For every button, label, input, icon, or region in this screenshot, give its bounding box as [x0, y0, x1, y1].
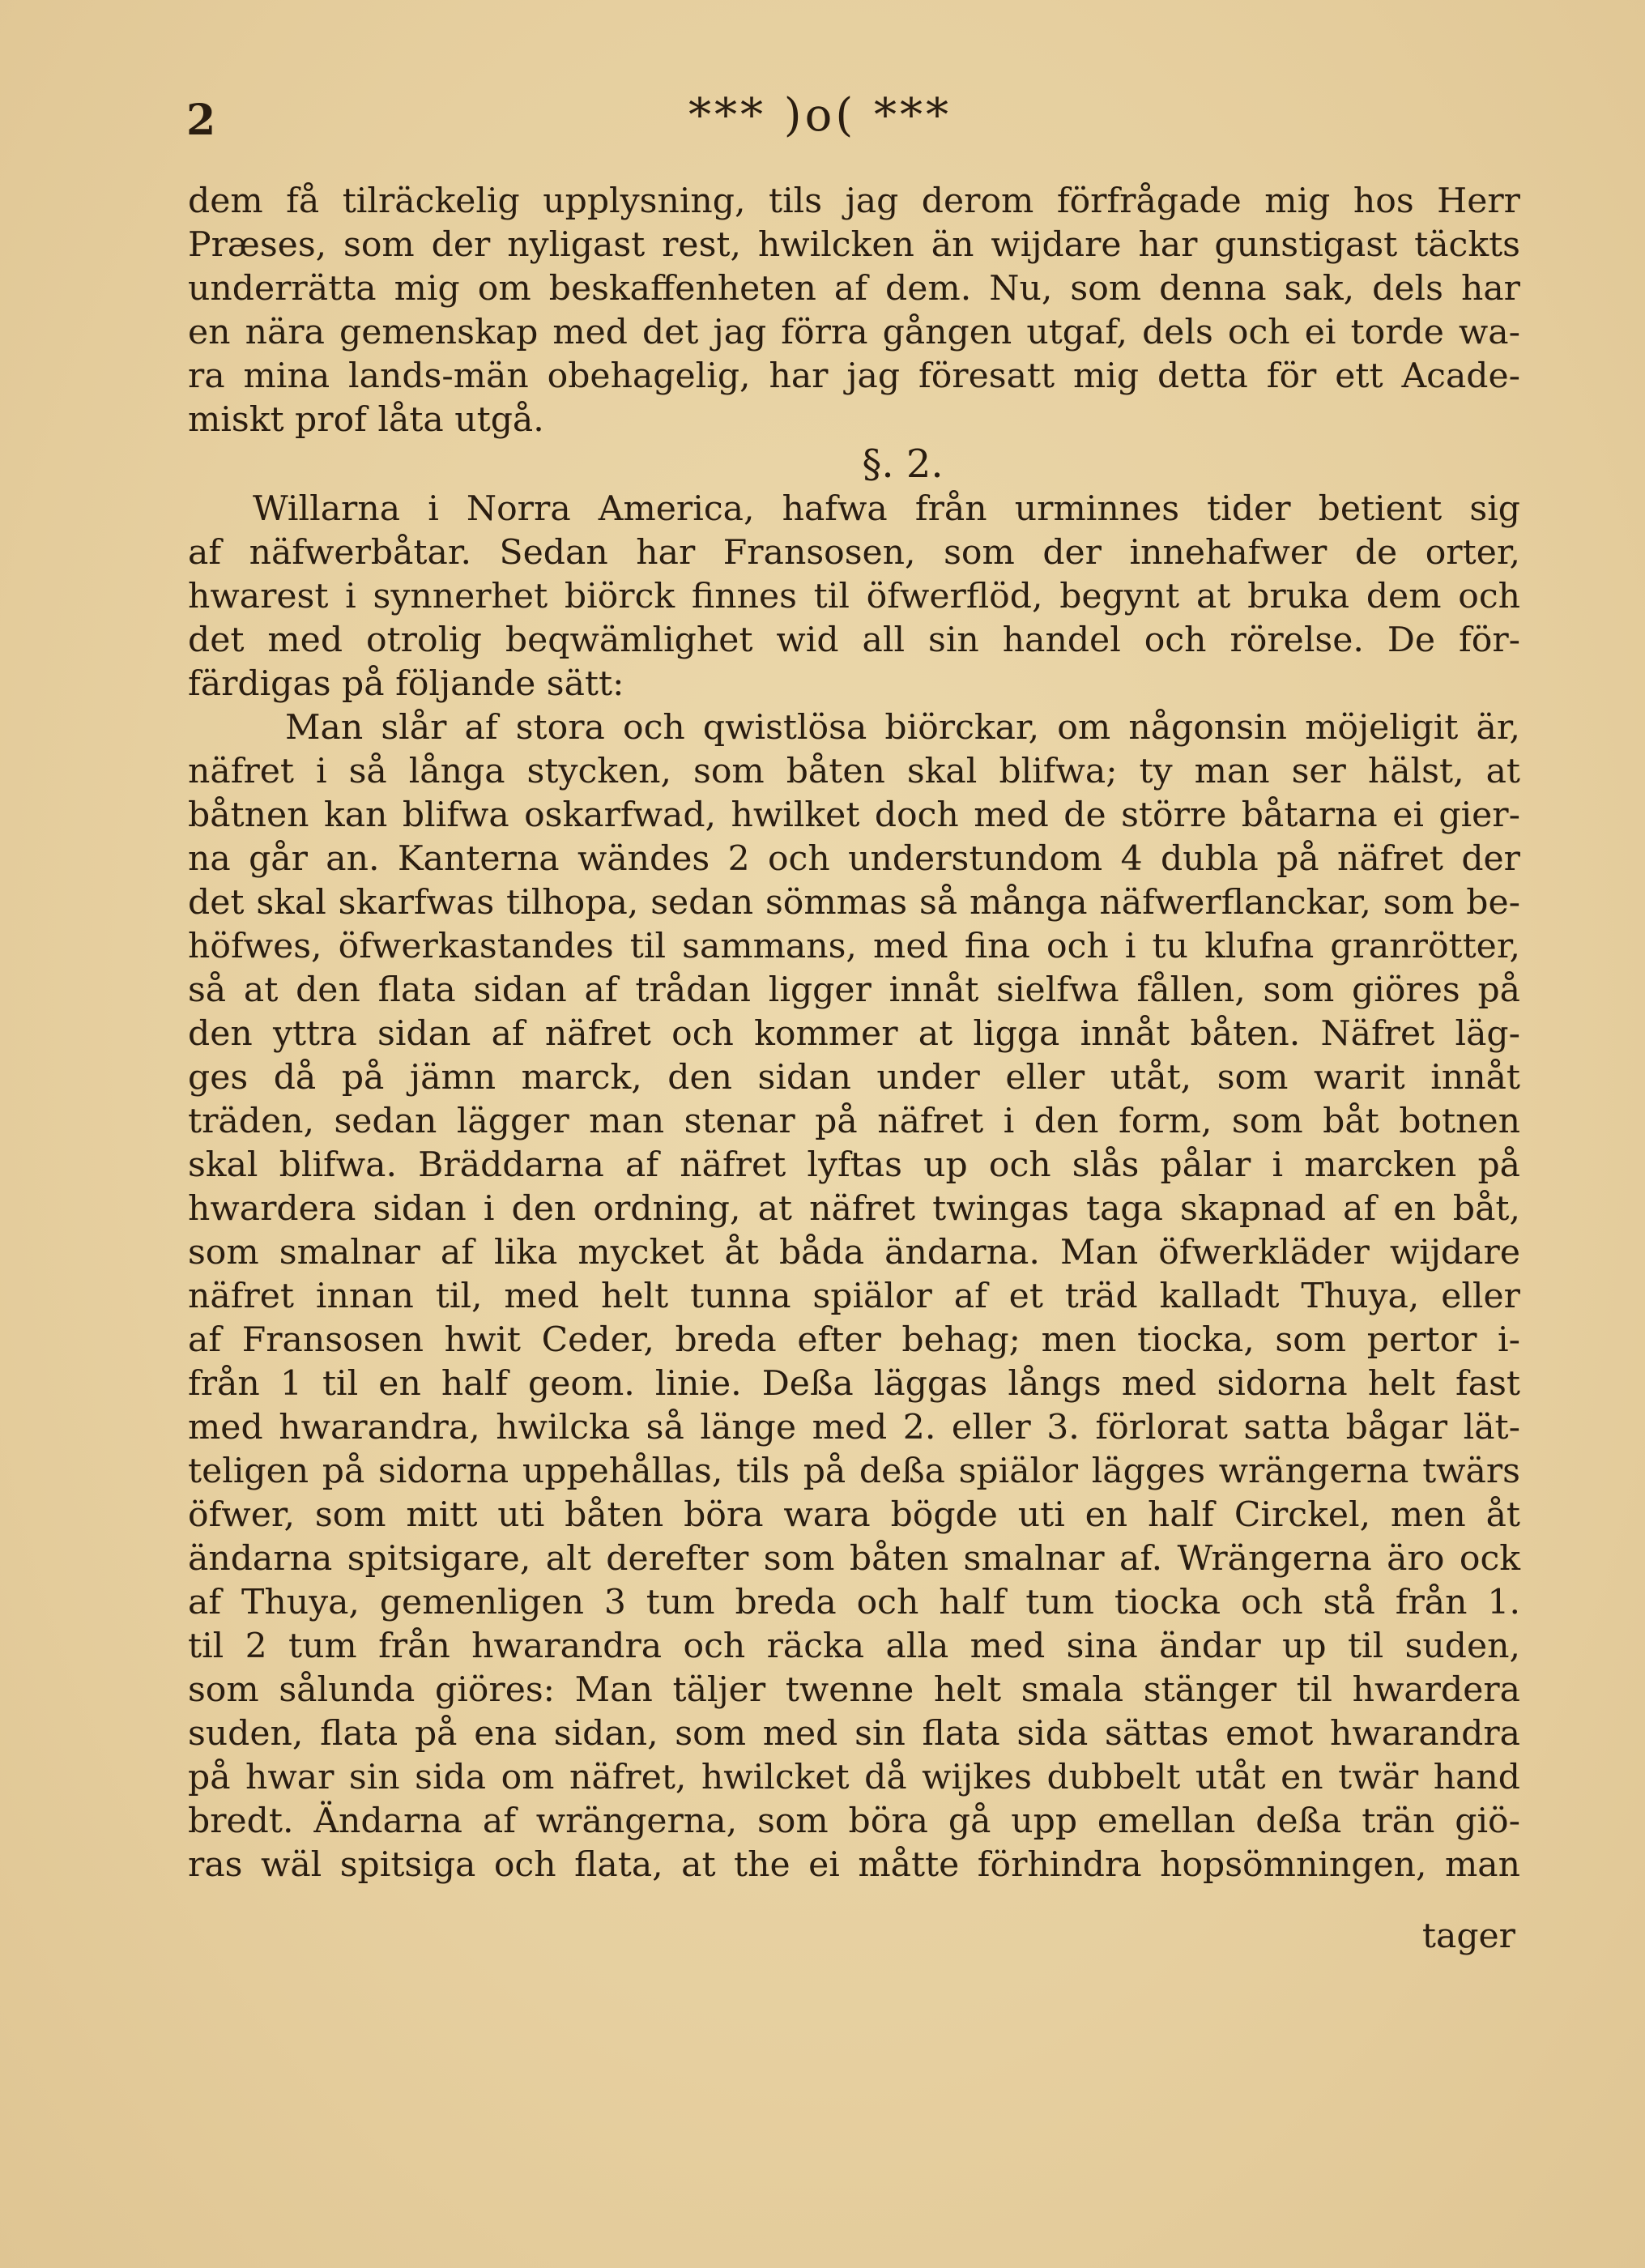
text-line: ras wäl spitsiga och flata, at the ei måtte förhindra hopsömningen, man — [188, 1845, 1520, 1885]
text-line: miskt prof låta utgå. — [188, 400, 544, 440]
text-line: underrätta mig om beskaffenheten af dem. Nu, som denna sak, dels har — [188, 269, 1520, 309]
text-line: ges då på jämn marck, den sidan under eller utåt, som warit innåt — [188, 1058, 1520, 1098]
page-header — [186, 89, 1515, 154]
catchword: tager — [1421, 1916, 1515, 1956]
text-line: från 1 til en half geom. linie. Deßa läggas långs med sidorna helt fast — [188, 1364, 1520, 1404]
text-line: af Thuya, gemenligen 3 tum breda och half tum tiocka och stå från 1. — [188, 1583, 1520, 1622]
text-line: höfwes, öfwerkastandes til sammans, med fina och i tu klufna granrötter, — [188, 927, 1520, 966]
text-line: bredt. Ändarna af wrängerna, som böra gå upp emellan deßa trän giö- — [188, 1801, 1520, 1841]
text-line: näfret i så långa stycken, som båten skal blifwa; ty man ser hälst, at — [188, 752, 1520, 791]
text-line: träden, sedan lägger man stenar på näfret i den form, som båt botnen — [188, 1102, 1520, 1141]
text-line: Willarna i Norra America, hafwa från urminnes tider betient sig — [253, 489, 1520, 529]
text-line: dem få tilräckelig upplysning, tils jag derom förfrågade mig hos Herr — [188, 181, 1520, 221]
section-heading: §. 2. — [862, 441, 944, 487]
text-line: Man slår af stora och qwistlösa biörckar, om någonsin möjeligit är, — [285, 708, 1520, 748]
text-line: det skal skarfwas tilhopa, sedan sömmas så många näfwerflanckar, som be- — [188, 883, 1520, 923]
text-line: med hwarandra, hwilcka så länge med 2. eller 3. förlorat satta bågar lät- — [188, 1408, 1520, 1447]
text-line: en nära gemenskap med det jag förra gången utgaf, dels och ei torde wa- — [188, 313, 1520, 352]
text-line: så at den flata sidan af trådan ligger innåt sielfwa fållen, som giöres på — [188, 970, 1520, 1010]
text-line: skal blifwa. Bräddarna af näfret lyftas up och slås pålar i marcken på — [188, 1145, 1520, 1185]
text-line: ra mina lands-män obehagelig, har jag föresatt mig detta för ett Acade- — [188, 356, 1520, 396]
text-line: båtnen kan blifwa oskarfwad, hwilket doch med de större båtarna ei gier- — [188, 795, 1520, 835]
text-line: som smalnar af lika mycket åt båda ändarna. Man öfwerkläder wijdare — [188, 1233, 1520, 1273]
text-line: teligen på sidorna uppehållas, tils på deßa spiälor lägges wrängerna twärs — [188, 1452, 1520, 1491]
text-line: hwardera sidan i den ordning, at näfret twingas taga skapnad af en båt, — [188, 1189, 1520, 1229]
text-line: det med otrolig beqwämlighet wid all sin handel och rörelse. De för- — [188, 620, 1520, 660]
text-line: af Fransosen hwit Ceder, breda efter behag; men tiocka, som pertor i- — [188, 1320, 1520, 1360]
running-head-ornament: *** )o( *** — [688, 89, 952, 142]
text-line: Præses, som der nyligast rest, hwilcken än wijdare har gunstigast täckts — [188, 225, 1520, 265]
body-text — [188, 180, 1520, 1887]
text-line: som sålunda giöres: Man täljer twenne helt smala stänger til hwardera — [188, 1670, 1520, 1710]
text-line: suden, flata på ena sidan, som med sin flata sida sättas emot hwarandra — [188, 1714, 1520, 1754]
page-number: 2 — [186, 96, 216, 145]
text-line: färdigas på följande sätt: — [188, 664, 624, 704]
text-line: hwarest i synnerhet biörck finnes til öfwerflöd, begynt at bruka dem och — [188, 577, 1520, 616]
text-line: den yttra sidan af näfret och kommer at ligga innåt båten. Näfret läg- — [188, 1014, 1520, 1054]
text-line: näfret innan til, med helt tunna spiälor af et träd kalladt Thuya, eller — [188, 1277, 1520, 1316]
text-line: ändarna spitsigare, alt derefter som båten smalnar af. Wrängerna äro ock — [188, 1539, 1520, 1579]
text-line: til 2 tum från hwarandra och räcka alla med sina ändar up til suden, — [188, 1626, 1520, 1666]
text-line: öfwer, som mitt uti båten böra wara bögde uti en half Circkel, men åt — [188, 1495, 1520, 1535]
text-line: na går an. Kanterna wändes 2 och understundom 4 dubla på näfret der — [188, 839, 1520, 879]
text-line: på hwar sin sida om näfret, hwilcket då wijkes dubbelt utåt en twär hand — [188, 1758, 1520, 1797]
text-line: af näfwerbåtar. Sedan har Fransosen, som der innehafwer de orter, — [188, 533, 1520, 573]
